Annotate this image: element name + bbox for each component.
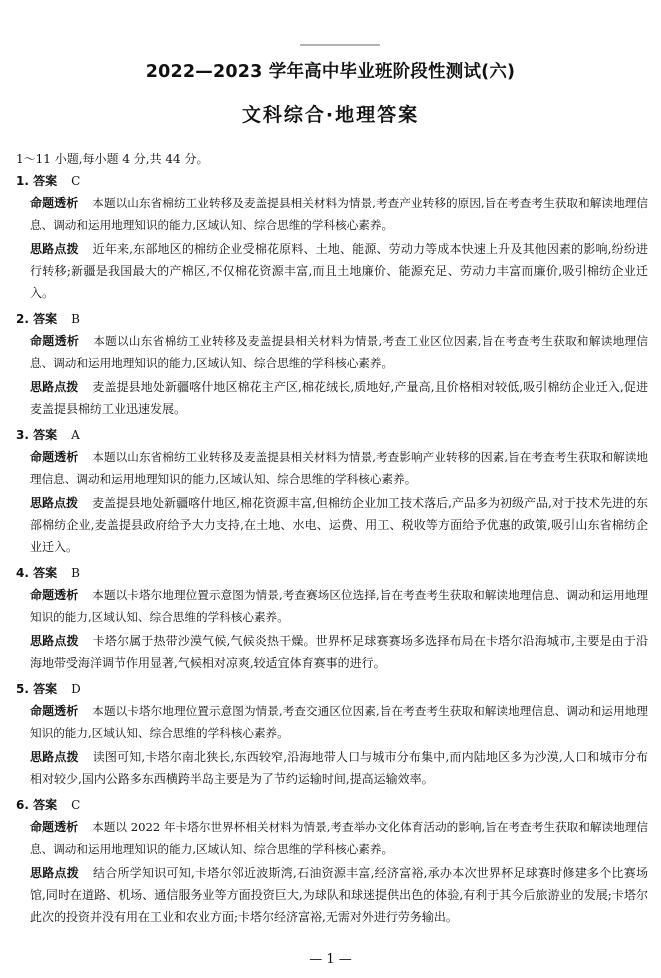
- answer-line: [16, 680, 648, 698]
- question-number: 6.: [16, 798, 29, 812]
- approach-paragraph: [16, 630, 648, 674]
- answer-content: [16, 150, 648, 934]
- question-list: [16, 172, 648, 928]
- approach-label: 思路点拨: [30, 866, 79, 880]
- approach-paragraph: [16, 862, 648, 928]
- question-block: [16, 796, 648, 928]
- approach-text: 麦盖提县地处新疆喀什地区,棉花资源丰富,但棉纺企业加工技术落后,产品多为初级产品,对于技术先进的东部棉纺企业,麦盖提县政府给予大力支持,在土地、水电、运费、用工、税收等方面给予优惠的政策,吸引山东省棉纺企业迁入。: [30, 496, 648, 554]
- analysis-text: 本题以卡塔尔地理位置示意图为情景,考查赛场区位选择,旨在考查考生获取和解读地理信息、调动和运用地理知识的能力,区域认知、综合思维的学科核心素养。: [30, 588, 648, 624]
- analysis-text: 本题以山东省棉纺工业转移及麦盖提县相关材料为情景,考查产业转移的原因,旨在考查考生获取和解读地理信息、调动和运用地理知识的能力,区域认知、综合思维的学科核心素养。: [30, 196, 648, 232]
- approach-label: 思路点拨: [30, 496, 79, 510]
- answer-line: [16, 564, 648, 582]
- approach-text: 近年来,东部地区的棉纺企业受棉花原料、土地、能源、劳动力等成本快速上升及其他因素的影响,纷纷进行转移;新疆是我国最大的产棉区,不仅棉花资源丰富,而且土地廉价、能源充足、劳动力丰富而廉价,吸引棉纺企业迁入。: [30, 242, 648, 300]
- approach-label: 思路点拨: [30, 634, 79, 648]
- question-number: 2.: [16, 312, 29, 326]
- analysis-paragraph: [16, 584, 648, 628]
- exam-title: 2022—2023 学年高中毕业班阶段性测试(六): [145, 62, 516, 82]
- approach-paragraph: [16, 492, 648, 558]
- analysis-label: 命题透析: [30, 588, 79, 602]
- answer-label: 答案: [33, 428, 58, 442]
- approach-text: 读图可知,卡塔尔南北狭长,东西较窄,沿海地带人口与城市分布集中,而内陆地区多为沙漠,人口和城市分布相对较少,国内公路多东西横跨半岛主要是为了节约运输时间,提高运输效率。: [30, 750, 648, 786]
- question-block: [16, 172, 648, 304]
- answer-label: 答案: [33, 798, 58, 812]
- question-number: 3.: [16, 428, 29, 442]
- analysis-text: 本题以山东省棉纺工业转移及麦盖提县相关材料为情景,考查影响产业转移的因素,旨在考查考生获取和解读地理信息、调动和运用地理知识的能力,区域认知、综合思维的学科核心素养。: [30, 450, 648, 486]
- question-number: 4.: [16, 566, 29, 580]
- approach-paragraph: [16, 376, 648, 420]
- answer-letter: C: [71, 174, 81, 188]
- answer-letter: B: [71, 566, 80, 580]
- analysis-paragraph: [16, 816, 648, 860]
- approach-label: 思路点拨: [30, 242, 79, 256]
- analysis-paragraph: [16, 192, 648, 236]
- approach-paragraph: [16, 746, 648, 790]
- analysis-label: 命题透析: [30, 450, 79, 464]
- approach-text: 结合所学知识可知,卡塔尔邻近波斯湾,石油资源丰富,经济富裕,承办本次世界杯足球赛时修建多个比赛场馆,同时在道路、机场、通信服务业等方面投资巨大,为球队和球迷提供出色的体验,有利于其今后旅游业的发展;卡塔尔此次的投资并没有用在工业和农业方面;卡塔尔经济富裕,无需对外进行劳务输出。: [30, 866, 648, 924]
- answer-letter: A: [71, 428, 80, 442]
- question-number: 5.: [16, 682, 29, 696]
- analysis-text: 本题以卡塔尔地理位置示意图为情景,考查交通区位因素,旨在考查考生获取和解读地理信息、调动和运用地理知识的能力,区域认知、综合思维的学科核心素养。: [30, 704, 648, 740]
- analysis-label: 命题透析: [30, 334, 80, 348]
- analysis-label: 命题透析: [30, 704, 79, 718]
- scoring-intro: 1～11 小题,每小题 4 分,共 44 分。: [16, 152, 209, 166]
- analysis-paragraph: [16, 330, 648, 374]
- answer-label: 答案: [33, 566, 58, 580]
- answer-label: 答案: [33, 312, 58, 326]
- answer-label: 答案: [33, 174, 58, 188]
- answer-letter: B: [71, 312, 80, 326]
- analysis-label: 命题透析: [30, 820, 79, 834]
- answer-letter: D: [71, 682, 81, 696]
- answer-line: [16, 796, 648, 814]
- approach-label: 思路点拨: [30, 380, 79, 394]
- answer-line: [16, 310, 648, 328]
- approach-text: 卡塔尔属于热带沙漠气候,气候炎热干燥。世界杯足球赛赛场多选择布局在卡塔尔沿海城市,主要是由于沿海地带受海洋调节作用显著,气候相对凉爽,较适宜体育赛事的进行。: [30, 634, 648, 670]
- answer-line: [16, 172, 648, 190]
- answer-letter: C: [71, 798, 81, 812]
- question-block: [16, 426, 648, 558]
- analysis-paragraph: [16, 700, 648, 744]
- exam-subtitle: 文科综合·地理答案: [241, 104, 420, 126]
- page-number: — 1 —: [309, 952, 352, 967]
- approach-paragraph: [16, 238, 648, 304]
- question-number: 1.: [16, 174, 29, 188]
- answer-label: 答案: [33, 682, 58, 696]
- analysis-text: 本题以山东省棉纺工业转移及麦盖提县相关材料为情景,考查工业区位因素,旨在考查考生获取和解读地理信息、调动和运用地理知识的能力,区域认知、综合思维的学科核心素养。: [30, 334, 648, 370]
- question-block: [16, 564, 648, 674]
- top-mark: [300, 34, 380, 46]
- question-block: [16, 310, 648, 420]
- approach-text: 麦盖提县地处新疆喀什地区棉花主产区,棉花绒长,质地好,产量高,且价格相对较低,吸引棉纺企业迁入,促进麦盖提县棉纺工业迅速发展。: [30, 380, 648, 416]
- analysis-paragraph: [16, 446, 648, 490]
- analysis-text: 本题以 2022 年卡塔尔世界杯相关材料为情景,考查举办文化体育活动的影响,旨在考查考生获取和解读地理信息、调动和运用地理知识的能力,区域认知、综合思维的学科核心素养。: [30, 820, 648, 856]
- analysis-label: 命题透析: [30, 196, 79, 210]
- approach-label: 思路点拨: [30, 750, 79, 764]
- answer-line: [16, 426, 648, 444]
- question-block: [16, 680, 648, 790]
